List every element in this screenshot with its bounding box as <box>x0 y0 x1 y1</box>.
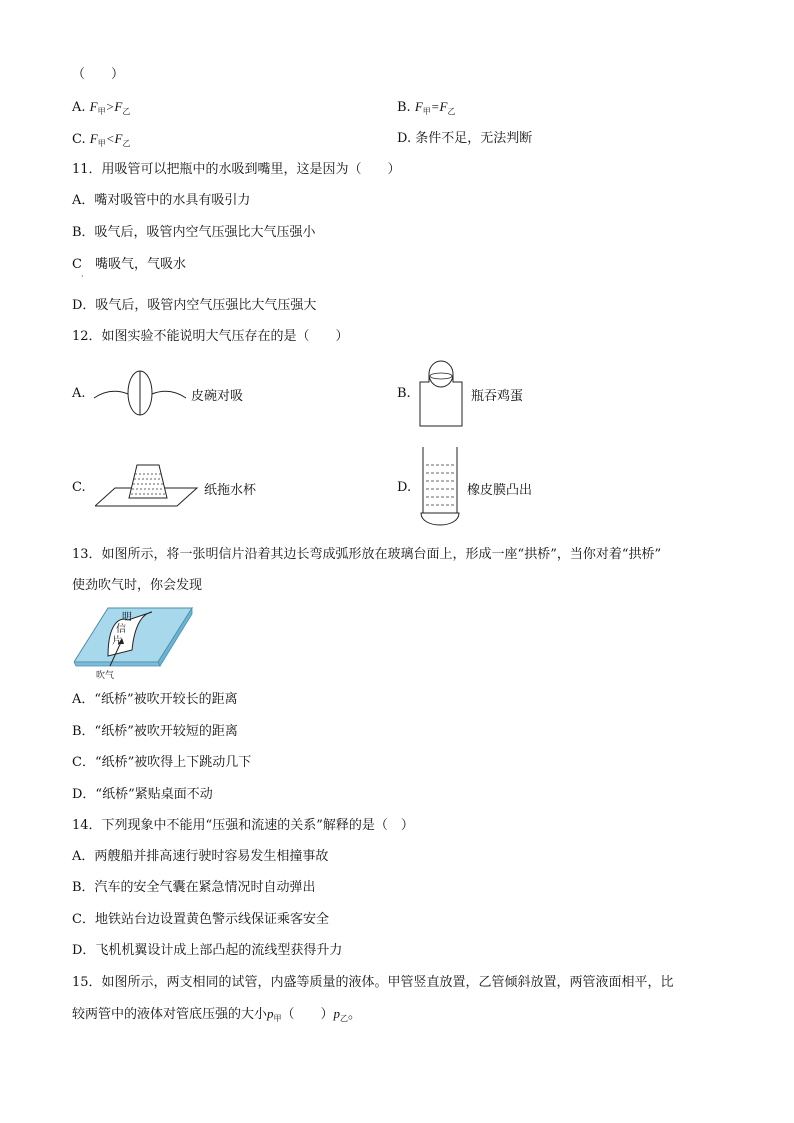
q14-option-a: A．两艘船并排高速行驶时容易发生相撞事故 <box>72 849 329 864</box>
q11-option-c: C 嘴吸气，气吸水 <box>72 257 186 272</box>
q12-option-d-letter: D. <box>397 480 412 495</box>
card-char-3: 片 <box>112 636 122 647</box>
q13-stem-line2: 使劲吹气时，你会发现 <box>72 578 203 593</box>
card-char-2: 信 <box>116 624 126 635</box>
q12-option-a-letter: A. <box>72 386 86 401</box>
paper-cup-figure <box>95 462 203 508</box>
q11-option-b: B．吸气后，吸管内空气压强比大气压强小 <box>72 225 316 240</box>
q10-option-a: A. $F_甲>F_乙$ <box>72 99 131 116</box>
blow-label: 吹气 <box>96 671 115 681</box>
q12-option-d-label: 橡皮膜凸出 <box>467 483 533 498</box>
q12-stem: 12．如图实验不能说明大气压存在的是（ ） <box>72 329 349 344</box>
q14-option-d: D．飞机机翼设计成上部凸起的流线型获得升力 <box>72 943 343 958</box>
q12-option-b-letter: B. <box>397 386 411 401</box>
q13-option-b: B．“纸桥”被吹开较短的距离 <box>72 724 238 739</box>
q11-stem: 11．用吸管可以把瓶中的水吸到嘴里，这是因为（ ） <box>72 162 401 177</box>
q11-option-d: D．吸气后，吸管内空气压强比大气压强大 <box>72 298 317 313</box>
q12-option-c-label: 纸拖水杯 <box>204 483 257 498</box>
q10-paren: （ ） <box>72 67 125 82</box>
q13-option-a: A．“纸桥”被吹开较长的距离 <box>72 692 238 707</box>
q10-option-d: D. 条件不足，无法判断 <box>397 131 533 146</box>
q12-option-a-label: 皮碗对吸 <box>191 389 244 404</box>
q11-dot-mark: · <box>81 272 84 281</box>
bottle-egg-figure <box>416 360 466 428</box>
paper-bridge-figure <box>74 606 194 670</box>
q11-option-a: A．嘴对吸管中的水具有吸引力 <box>72 193 251 208</box>
q15-stem-line2: 较两管中的液体对管底压强的大小$p_甲$（ ）$p_乙$。 <box>72 1006 362 1023</box>
q12-option-c-letter: C. <box>72 480 86 495</box>
card-char-1: 明 <box>122 612 132 623</box>
q10-option-c: C. $F_甲<F_乙$ <box>72 131 131 148</box>
q14-stem: 14．下列现象中不能用“压强和流速的关系”解释的是（ ） <box>72 818 414 833</box>
q14-option-b: B．汽车的安全气囊在紧急情况时自动弹出 <box>72 880 316 895</box>
q13-option-c: C．“纸桥”被吹得上下跳动几下 <box>72 755 252 770</box>
suction-cups-figure <box>92 368 188 418</box>
q14-option-c: C．地铁站台边设置黄色警示线保证乘客安全 <box>72 912 329 927</box>
q15-stem-line1: 15．如图所示，两支相同的试管，内盛等质量的液体。甲管竖直放置，乙管倾斜放置，两管液面相平，比 <box>72 975 674 990</box>
q12-option-b-label: 瓶吞鸡蛋 <box>471 389 524 404</box>
q10-option-b: B. $F_甲=F_乙$ <box>397 99 456 116</box>
q13-option-d: D．“纸桥”紧贴桌面不动 <box>72 787 213 802</box>
rubber-membrane-figure <box>415 445 465 529</box>
q13-stem-line1: 13．如图所示，将一张明信片沿着其边长弯成弧形放在玻璃台面上，形成一座“拱桥”，当你对着“拱桥” <box>72 547 662 562</box>
